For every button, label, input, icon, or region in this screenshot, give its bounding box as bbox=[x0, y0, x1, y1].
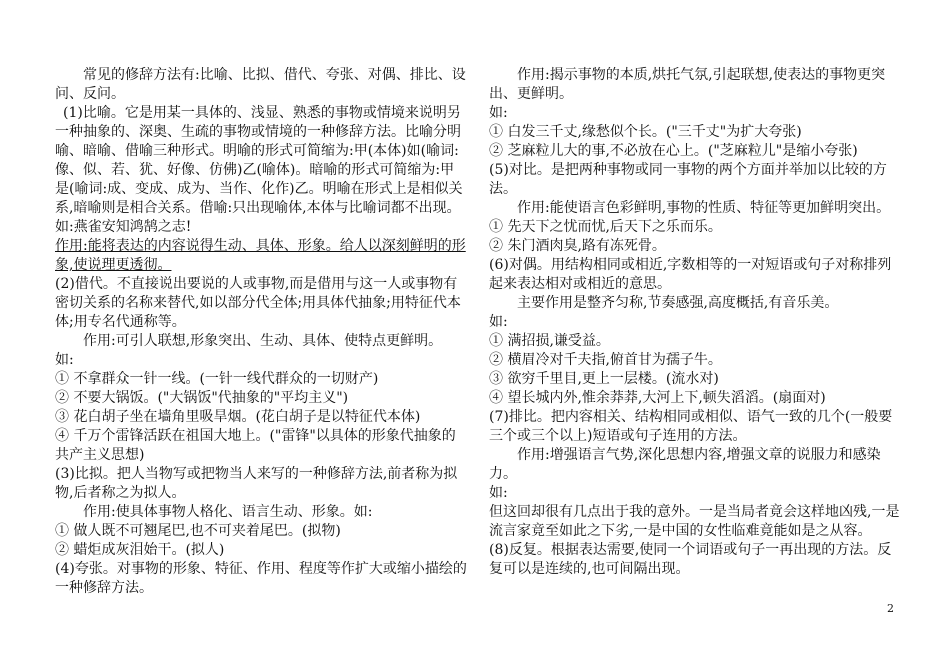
paragraph: (8)反复。根据表达需要,使同一个词语或句子一再出现的方法。反复可以是连续的,也可间隔出现。 bbox=[489, 542, 892, 577]
paragraph: ① 满招损,谦受益。 bbox=[489, 333, 610, 349]
paragraph: ③ 花白胡子坐在墙角里吸旱烟。(花白胡子是以特征代本体) bbox=[55, 409, 421, 425]
paragraph: (4)夸张。对事物的形象、特征、作用、程度等作扩大或缩小描绘的一种修辞方法。 bbox=[55, 561, 467, 596]
paragraph: 主要作用是整齐匀称,节奏感强,高度概括,有音乐美。 bbox=[517, 295, 839, 311]
left-column bbox=[55, 66, 467, 598]
paragraph: 如: bbox=[489, 105, 508, 121]
paragraph: ② 横眉冷对千夫指,俯首甘为孺子牛。 bbox=[489, 352, 722, 368]
paragraph: 但这回却很有几点出于我的意外。一是当局者竟会这样地凶残,一是流言家竟至如此之下劣,一是中国的女性临难竟能如是之从容。 bbox=[489, 504, 900, 539]
paragraph: 如: bbox=[55, 352, 74, 368]
paragraph: 如: bbox=[489, 485, 508, 501]
paragraph: ② 不要大锅饭。("大锅饭"代抽象的"平均主义") bbox=[55, 390, 349, 406]
paragraph: 作用:使具体事物人格化、语言生动、形象。如: bbox=[83, 504, 373, 520]
paragraph: 如: bbox=[489, 314, 508, 330]
paragraph: (7)排比。把内容相关、结构相同或相似、语气一致的几个(一般要三个或三个以上)短语或句子连用的方法。 bbox=[489, 409, 893, 444]
paragraph: ③ 欲穷千里目,更上一层楼。(流水对) bbox=[489, 371, 719, 387]
page-number: 2 bbox=[887, 602, 894, 615]
paragraph: 作用:增强语言气势,深化思想内容,增强文章的说服力和感染力。 bbox=[489, 447, 881, 482]
paragraph: 作用:能使语言色彩鲜明,事物的性质、特征等更加鲜明突出。 bbox=[517, 200, 891, 216]
paragraph: ② 蜡炬成灰泪始干。(拟人) bbox=[55, 542, 225, 558]
paragraph: (6)对偶。用结构相同或相近,字数相等的一对短语或句子对称排列起来表达相对或相近的意思。 bbox=[489, 257, 892, 292]
paragraph: 作用:揭示事物的本质,烘托气氛,引起联想,使表达的事物更突出、更鲜明。 bbox=[489, 67, 886, 102]
paragraph: ② 朱门酒肉臭,路有冻死骨。 bbox=[489, 238, 666, 254]
paragraph: 作用:可引人联想,形象突出、生动、具体、使特点更鲜明。 bbox=[83, 333, 443, 349]
paragraph: ④ 望长城内外,惟余莽莽,大河上下,顿失滔滔。(扇面对) bbox=[489, 390, 826, 406]
paragraph: ① 不拿群众一针一线。(一针一线代群众的一切财产) bbox=[55, 371, 379, 387]
paragraph: 作用:能将表达的内容说得生动、具体、形象。给人以深刻鲜明的形象,使说理更透彻。 bbox=[55, 238, 466, 273]
paragraph: ① 白发三千丈,缘愁似个长。("三千丈"为扩大夸张) bbox=[489, 124, 802, 140]
paragraph: (5)对比。是把两种事物或同一事物的两个方面并举加以比较的方法。 bbox=[489, 162, 887, 197]
paragraph: ① 做人既不可翘尾巴,也不可夹着尾巴。(拟物) bbox=[55, 523, 341, 539]
paragraph: 常见的修辞方法有:比喻、比拟、借代、夸张、对偶、排比、设问、反问。 bbox=[55, 67, 466, 102]
paragraph: ④ 千万个雷锋活跃在祖国大地上。("雷锋"以具体的形象代抽象的共产主义思想) bbox=[55, 428, 456, 463]
paragraph: ② 芝麻粒儿大的事,不必放在心上。("芝麻粒儿"是缩小夸张) bbox=[489, 143, 858, 159]
right-column bbox=[489, 66, 901, 579]
paragraph: (1)比喻。它是用某一具体的、浅显、熟悉的事物或情境来说明另一种抽象的、深奥、生疏的事物或情境的一种修辞方法。比喻分明喻、暗喻、借喻三种形式。明喻的形式可简缩为:甲(本体)如(喻词:像、似、若、犹、好像、仿佛)乙(喻体)。暗喻的形式可简缩为:甲是(喻词:成、变成、成为、当作、化作)乙。明喻在形式上是相似关系,暗喻则是相合关系。借喻:只出现喻体,本体与比喻词都不出现。如:燕雀安知鸿鹄之志! bbox=[55, 105, 463, 235]
paragraph: (3)比拟。把人当物写或把物当人来写的一种修辞方法,前者称为拟物,后者称之为拟人。 bbox=[55, 466, 458, 501]
paragraph: (2)借代。不直接说出要说的人或事物,而是借用与这一人或事物有密切关系的名称来替代,如以部分代全体;用具体代抽象;用特征代本体;用专名代通称等。 bbox=[55, 276, 461, 330]
paragraph: ① 先天下之忧而忧,后天下之乐而乐。 bbox=[489, 219, 722, 235]
